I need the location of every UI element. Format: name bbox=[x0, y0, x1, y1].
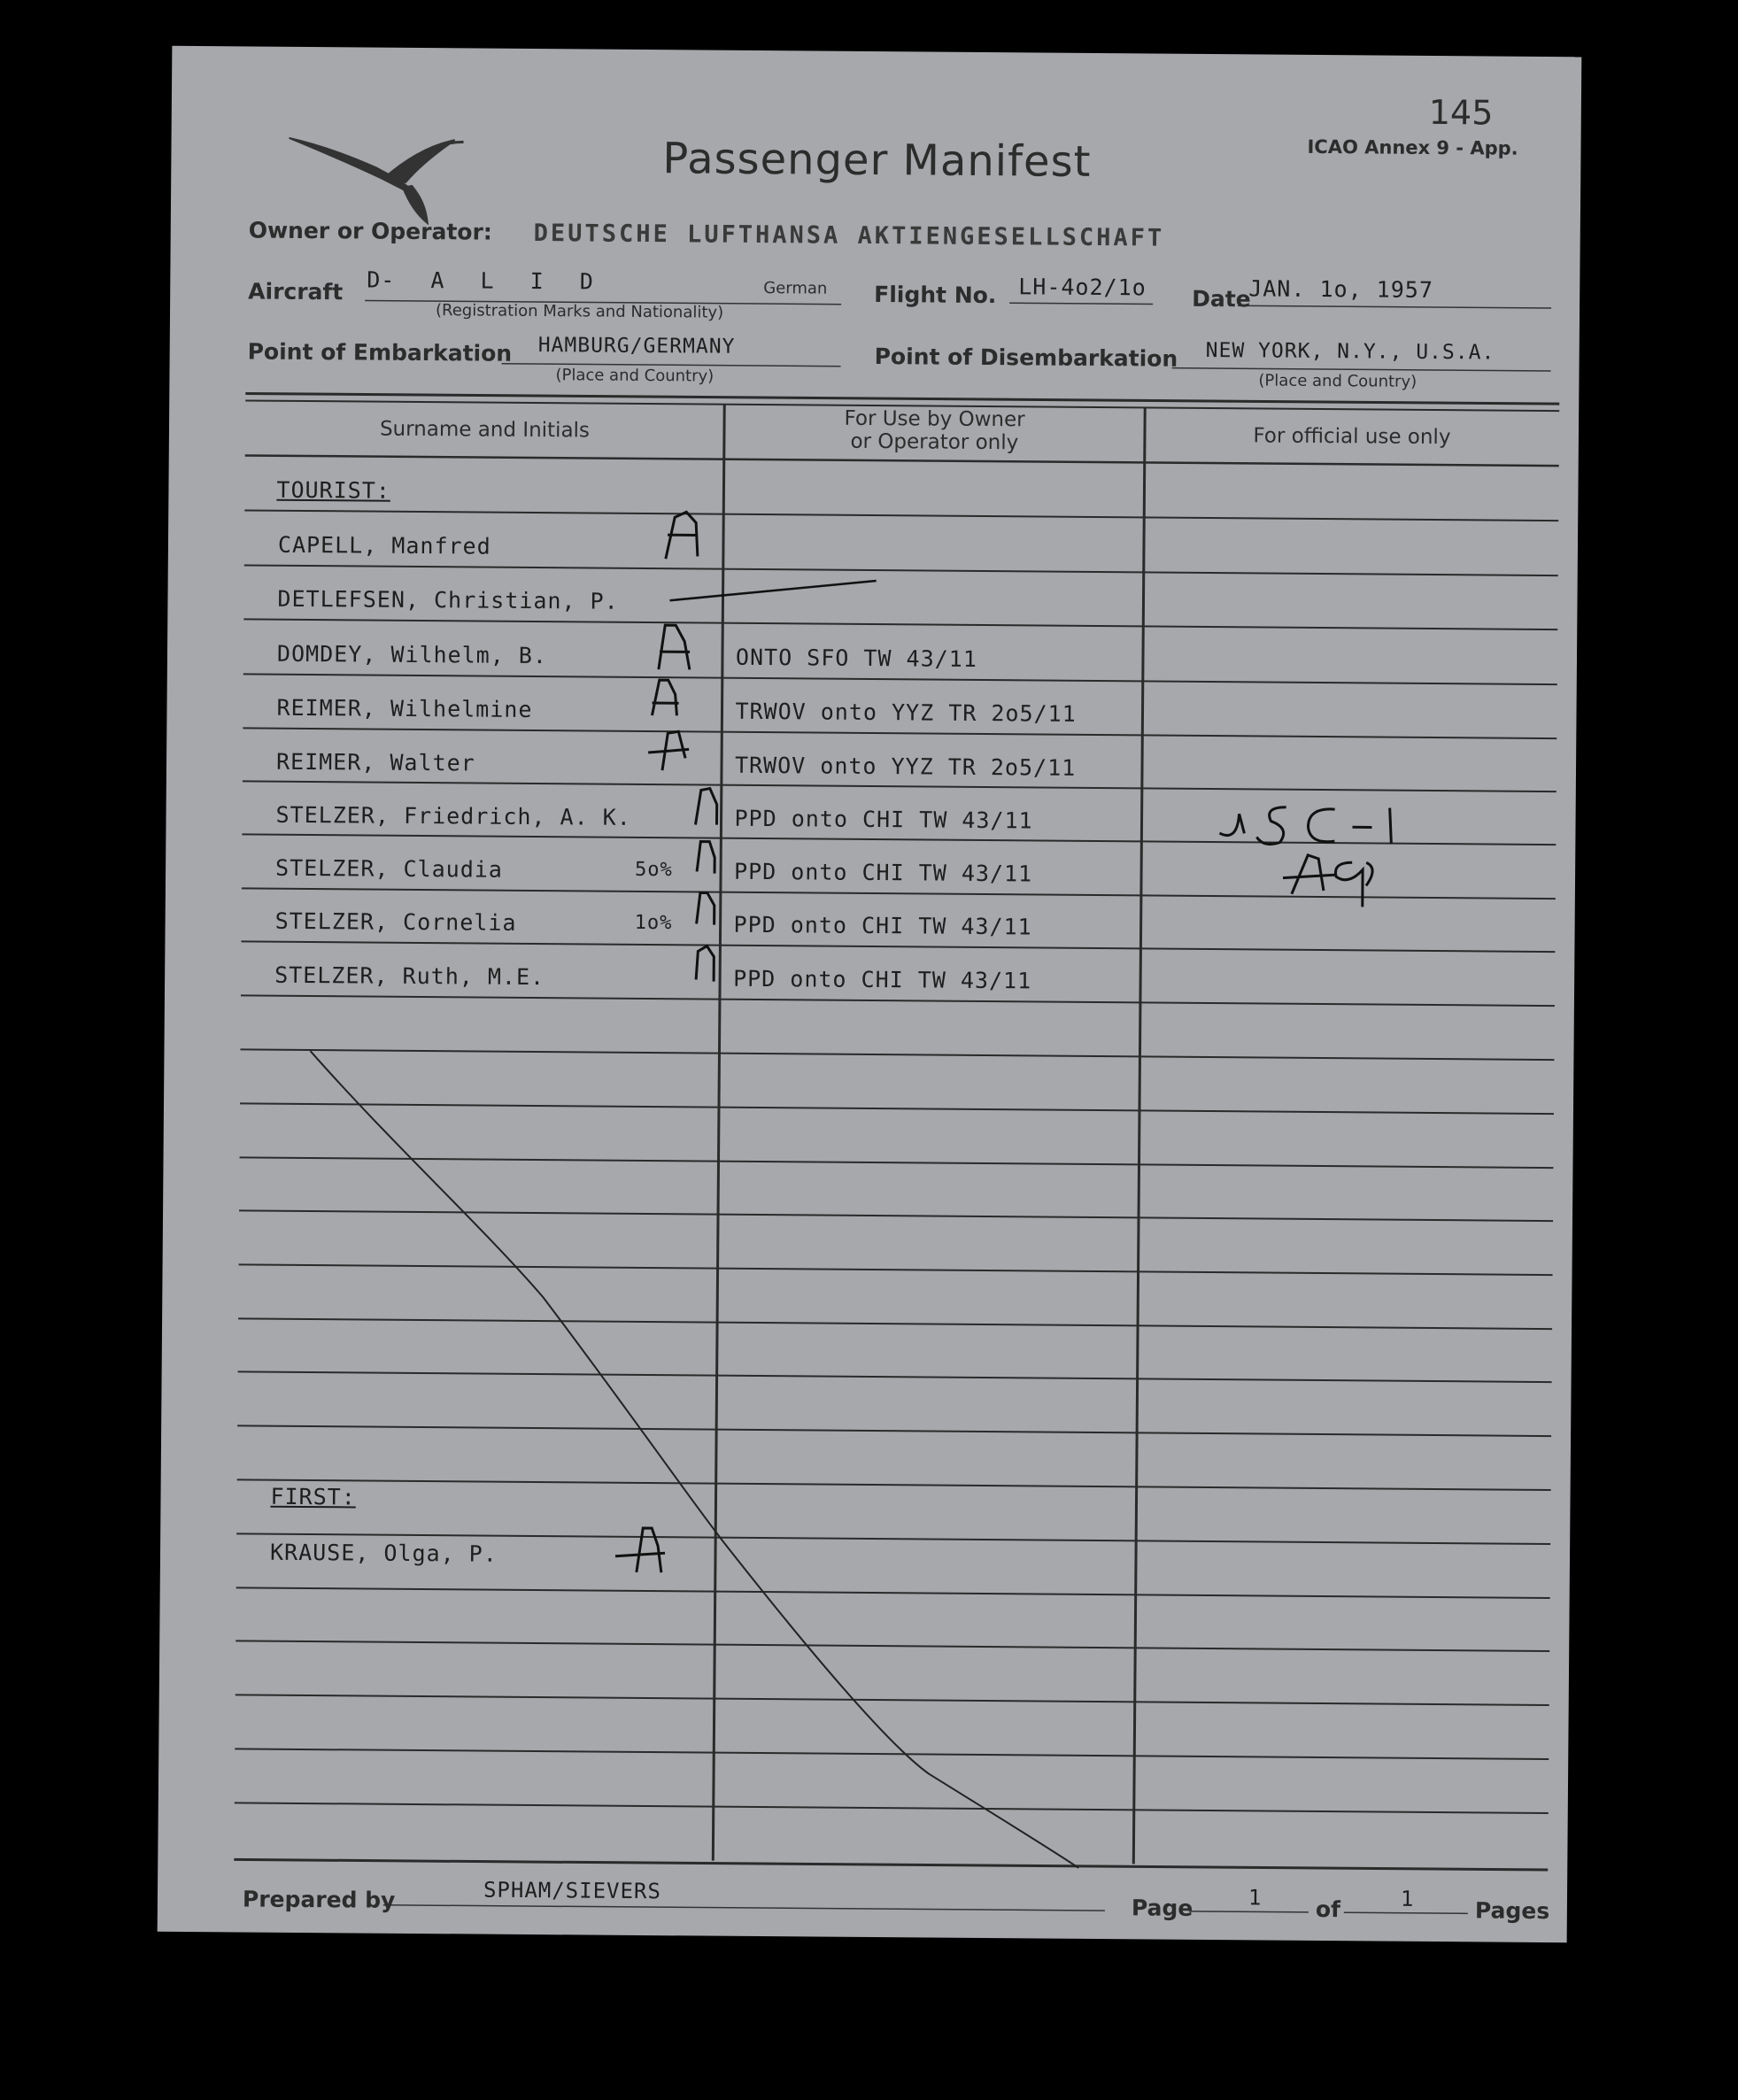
passenger-note: PPD onto CHI TW 43/11 bbox=[733, 965, 1032, 994]
passenger-name: CAPELL, Manfred bbox=[277, 531, 491, 560]
column-owner-use-line2: or Operator only bbox=[850, 429, 1019, 455]
passenger-name: KRAUSE, Olga, P. bbox=[269, 1539, 498, 1567]
embarkation-label: Point of Embarkation bbox=[247, 338, 513, 367]
embarkation-value: HAMBURG/GERMANY bbox=[537, 334, 736, 359]
manifest-sheet bbox=[158, 46, 1582, 1942]
passenger-note: PPD onto CHI TW 43/11 bbox=[734, 805, 1033, 834]
passenger-note: PPD onto CHI TW 43/11 bbox=[733, 858, 1033, 887]
passenger-percent: 1o% bbox=[634, 911, 673, 935]
passenger-name: STELZER, Cornelia bbox=[274, 907, 517, 936]
of-value: 1 bbox=[1400, 1886, 1415, 1911]
page-value: 1 bbox=[1247, 1885, 1263, 1911]
passenger-name: STELZER, Ruth, M.E. bbox=[274, 961, 545, 991]
icao-reference: ICAO Annex 9 - App. bbox=[1307, 135, 1518, 159]
passenger-percent: 5o% bbox=[634, 858, 673, 882]
passenger-name: REIMER, Walter bbox=[275, 748, 475, 776]
passenger-note: TRWOV onto YYZ TR 2o5/11 bbox=[735, 698, 1077, 727]
passenger-name: DOMDEY, Wilhelm, B. bbox=[276, 640, 548, 669]
prepared-by-value: SPHAM/SIEVERS bbox=[483, 1877, 661, 1904]
flight-date: JAN. 1o, 1957 bbox=[1248, 275, 1434, 303]
operator-value: DEUTSCHE LUFTHANSA AKTIENGESELLSCHAFT bbox=[533, 219, 1165, 252]
pages-label: Pages bbox=[1474, 1897, 1550, 1925]
disembarkation-value: NEW YORK, N.Y., U.S.A. bbox=[1205, 338, 1495, 365]
passenger-note: PPD onto CHI TW 43/11 bbox=[733, 911, 1032, 940]
aircraft-caption: (Registration Marks and Nationality) bbox=[435, 301, 724, 322]
page-label: Page bbox=[1131, 1895, 1193, 1921]
passenger-name: STELZER, Friedrich, A. K. bbox=[275, 801, 631, 830]
column-owner-use-line1: For Use by Owner bbox=[844, 406, 1025, 432]
passenger-name: DETLEFSEN, Christian, P. bbox=[277, 585, 619, 614]
disembarkation-caption: (Place and Country) bbox=[1258, 371, 1417, 391]
flight-label: Flight No. bbox=[874, 282, 997, 309]
operator-label: Owner or Operator: bbox=[248, 217, 492, 245]
page-number: 145 bbox=[1428, 92, 1494, 133]
passenger-name: REIMER, Wilhelmine bbox=[276, 694, 533, 723]
passenger-note: ONTO SFO TW 43/11 bbox=[735, 644, 977, 672]
date-label: Date bbox=[1192, 285, 1251, 313]
embarkation-caption: (Place and Country) bbox=[555, 366, 715, 386]
official-notation bbox=[1219, 807, 1392, 907]
aircraft-registration: D- A L I D bbox=[367, 266, 594, 295]
aircraft-nationality: German bbox=[763, 279, 828, 298]
flight-number: LH-4o2/1o bbox=[1018, 274, 1147, 301]
passenger-note: TRWOV onto YYZ TR 2o5/11 bbox=[734, 752, 1077, 781]
disembarkation-label: Point of Disembarkation bbox=[874, 344, 1178, 372]
section-first: FIRST: bbox=[270, 1483, 356, 1510]
passenger-name: STELZER, Claudia bbox=[274, 854, 504, 883]
page-title: Passenger Manifest bbox=[662, 134, 1092, 187]
approval-marks bbox=[615, 512, 719, 1573]
of-label: of bbox=[1315, 1895, 1341, 1923]
form-ruling bbox=[158, 46, 1582, 1942]
column-official-use: For official use only bbox=[1253, 424, 1451, 450]
section-tourist: TOURIST: bbox=[276, 476, 390, 504]
prepared-by-label: Prepared by bbox=[242, 1886, 396, 1913]
aircraft-label: Aircraft bbox=[248, 278, 344, 305]
crane-logo bbox=[289, 138, 464, 224]
column-surname: Surname and Initials bbox=[379, 417, 591, 443]
